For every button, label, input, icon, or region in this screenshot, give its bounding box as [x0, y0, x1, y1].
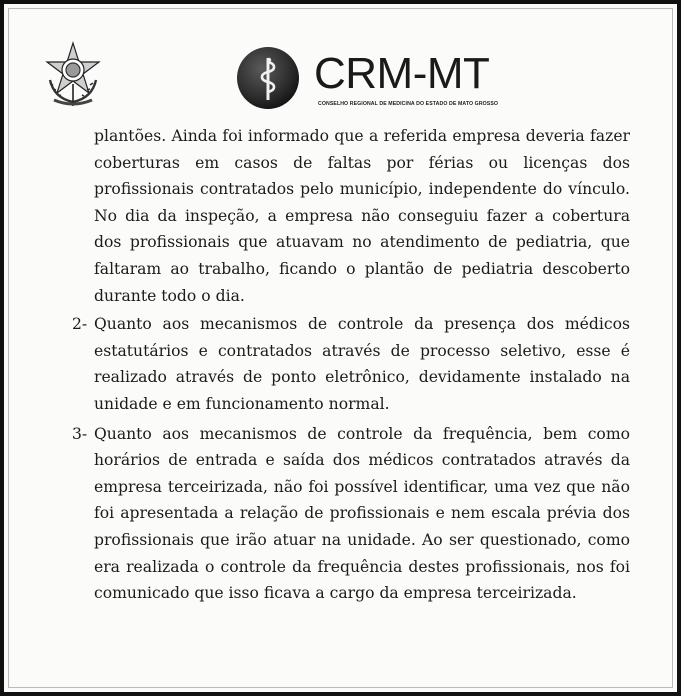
list-item-text: Quanto aos mecanismos de controle da frequência, bem como horários de entrada e saída dos médicos contratados através da empresa terceirizada, não foi possível identificar, uma vez que não foi apresentada a relação de profissionais e nem escala prévia dos profissionais que irão atuar na unidade. Ao ser questionado, como era realizada o controle da frequência destes profissionais, nos foi comunicado que isso ficava a cargo da empresa terceirizada. [94, 424, 630, 603]
caduceus-icon [236, 46, 300, 110]
list-item [70, 421, 630, 607]
document-body [70, 123, 630, 610]
brazil-coat-of-arms-icon [40, 40, 106, 108]
list-item-text: Quanto aos mecanismos de controle da presença dos médicos estatutários e contratados através de processo seletivo, esse é realizado através de ponto eletrônico, devidamente instalado na unidade e em funcionamento normal. [94, 315, 630, 413]
logo-subtitle: CONSELHO REGIONAL DE MEDICINA DO ESTADO DE MATO GROSSO [318, 101, 499, 107]
list-item-number: 2- [72, 315, 88, 334]
crm-mt-logo [236, 46, 536, 118]
continuation-paragraph: plantões. Ainda foi informado que a referida empresa deveria fazer coberturas em casos de faltas por férias ou licenças dos profissionais contratados pelo município, independente do vínculo. No dia da inspeção, a empresa não conseguiu fazer a cobertura dos profissionais que atuavam no atendimento de pediatria, que faltaram ao trabalho, ficando o plantão de pediatria descoberto durante todo o dia. [94, 127, 630, 305]
logo-title: CRM-MT [314, 49, 490, 98]
list-item-number: 3- [72, 424, 88, 443]
list-item [70, 311, 630, 417]
